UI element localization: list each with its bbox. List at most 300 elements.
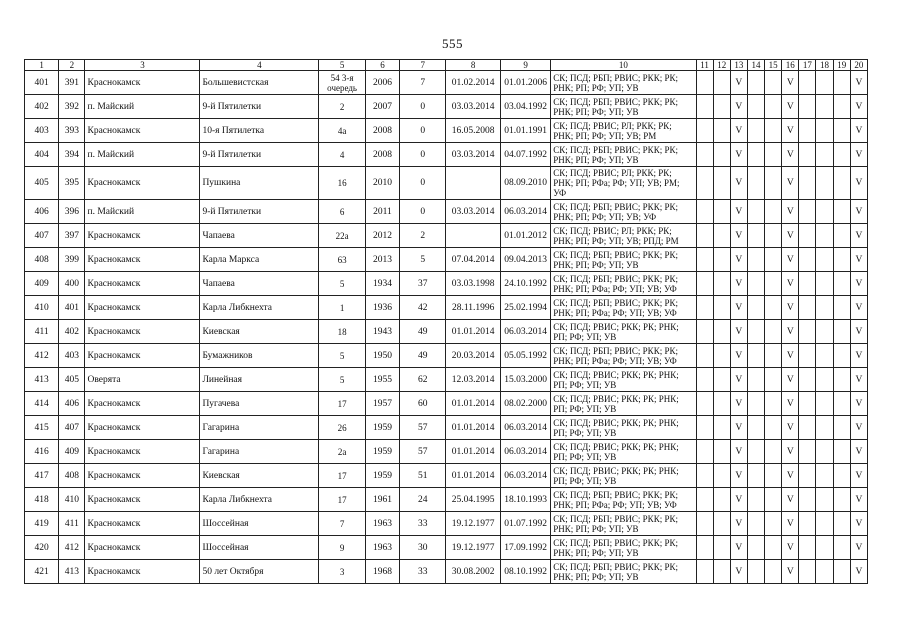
flag-cell-col-20: V [850,143,867,167]
wear-cell: 57 [400,416,446,440]
flag-cell-col-16: V [782,560,799,584]
flag-cell-col-16: V [782,416,799,440]
flag-cell-col-15 [765,95,782,119]
house-id-cell: 397 [59,224,85,248]
year-cell: 1943 [365,320,399,344]
works-list-cell: СК; ПСД; РБП; РВИС; РКК; РК; РНК; РП; РФ; УП; УВ [551,248,696,272]
house-id-cell: 409 [59,440,85,464]
flag-cell-col-17 [799,560,816,584]
flag-cell-col-11 [696,272,713,296]
flag-cell-col-19 [833,272,850,296]
flag-cell-col-16: V [782,95,799,119]
flag-cell-col-15 [765,512,782,536]
street-cell: 9-й Пятилетки [200,200,319,224]
house-id-cell: 405 [59,368,85,392]
flag-cell-col-16: V [782,167,799,200]
building-number-cell: 4а [319,119,365,143]
flag-cell-col-20: V [850,512,867,536]
building-number-cell: 26 [319,416,365,440]
year-cell: 1955 [365,368,399,392]
flag-cell-col-20: V [850,320,867,344]
works-list-cell: СК; ПСД; РВИС; РЛ; РКК; РК; РНК; РП; РФа; РФ; УП; УВ; РМ; УФ [551,167,696,200]
works-list-cell: СК; ПСД; РБП; РВИС; РКК; РК; РНК; РП; РФ; УП; УВ [551,143,696,167]
flag-cell-col-19 [833,512,850,536]
flag-cell-col-11 [696,464,713,488]
flag-cell-col-13: V [730,560,747,584]
flag-cell-col-18 [816,512,833,536]
flag-cell-col-20: V [850,167,867,200]
flag-cell-col-18 [816,344,833,368]
table-row [25,344,868,368]
flag-cell-col-19 [833,224,850,248]
table-body [25,71,868,584]
street-cell: Киевская [200,464,319,488]
flag-cell-col-11 [696,536,713,560]
building-number-cell: 17 [319,464,365,488]
flag-cell-col-19 [833,368,850,392]
flag-cell-col-15 [765,167,782,200]
street-cell: Шоссейная [200,536,319,560]
date-cell: 18.10.1993 [500,488,550,512]
date-cell: 03.03.1998 [446,272,500,296]
building-number-cell: 5 [319,368,365,392]
column-header-10: 10 [551,60,696,71]
house-id-cell: 402 [59,320,85,344]
street-cell: Линейная [200,368,319,392]
registry-table [24,59,868,584]
wear-cell: 33 [400,512,446,536]
settlement-cell: Краснокамск [85,464,200,488]
table-row [25,416,868,440]
date-cell: 01.07.1992 [500,512,550,536]
flag-cell-col-14 [747,119,764,143]
date-cell: 08.02.2000 [500,392,550,416]
table-row [25,272,868,296]
wear-cell: 0 [400,95,446,119]
date-cell: 01.01.2014 [446,392,500,416]
table-row [25,512,868,536]
row-number-cell: 404 [25,143,59,167]
wear-cell: 60 [400,392,446,416]
column-header-15: 15 [765,60,782,71]
flag-cell-col-18 [816,560,833,584]
street-cell: Карла Маркса [200,248,319,272]
date-cell: 03.03.2014 [446,95,500,119]
works-list-cell: СК; ПСД; РВИС; РКК; РК; РНК; РП; РФ; УП; УВ [551,320,696,344]
works-list-cell: СК; ПСД; РБП; РВИС; РКК; РК; РНК; РП; РФ; УП; УВ [551,560,696,584]
street-cell: Бумажников [200,344,319,368]
street-cell: 9-й Пятилетки [200,143,319,167]
wear-cell: 49 [400,320,446,344]
flag-cell-col-12 [713,392,730,416]
wear-cell: 57 [400,440,446,464]
flag-cell-col-12 [713,560,730,584]
building-number-cell: 17 [319,488,365,512]
row-number-cell: 416 [25,440,59,464]
wear-cell: 0 [400,119,446,143]
date-cell: 12.03.2014 [446,368,500,392]
date-cell: 01.01.2006 [500,71,550,95]
flag-cell-col-15 [765,464,782,488]
house-id-cell: 392 [59,95,85,119]
flag-cell-col-19 [833,248,850,272]
flag-cell-col-11 [696,248,713,272]
wear-cell: 42 [400,296,446,320]
flag-cell-col-18 [816,167,833,200]
street-cell: Чапаева [200,272,319,296]
building-number-cell: 7 [319,512,365,536]
flag-cell-col-17 [799,224,816,248]
flag-cell-col-19 [833,560,850,584]
street-cell: Большевистская [200,71,319,95]
date-cell [446,224,500,248]
table-row [25,320,868,344]
year-cell: 2012 [365,224,399,248]
flag-cell-col-20: V [850,488,867,512]
house-id-cell: 407 [59,416,85,440]
flag-cell-col-11 [696,200,713,224]
flag-cell-col-12 [713,296,730,320]
date-cell: 01.01.1991 [500,119,550,143]
date-cell: 01.01.2014 [446,320,500,344]
date-cell: 03.03.2014 [446,143,500,167]
flag-cell-col-15 [765,119,782,143]
flag-cell-col-17 [799,536,816,560]
flag-cell-col-13: V [730,296,747,320]
year-cell: 1959 [365,440,399,464]
wear-cell: 30 [400,536,446,560]
flag-cell-col-14 [747,560,764,584]
settlement-cell: Краснокамск [85,560,200,584]
flag-cell-col-17 [799,296,816,320]
house-id-cell: 393 [59,119,85,143]
flag-cell-col-20: V [850,392,867,416]
flag-cell-col-20: V [850,248,867,272]
flag-cell-col-19 [833,71,850,95]
year-cell: 1963 [365,512,399,536]
works-list-cell: СК; ПСД; РБП; РВИС; РКК; РК; РНК; РП; РФ; УП; УВ [551,71,696,95]
flag-cell-col-20: V [850,368,867,392]
flag-cell-col-17 [799,320,816,344]
flag-cell-col-13: V [730,440,747,464]
flag-cell-col-19 [833,464,850,488]
flag-cell-col-13: V [730,224,747,248]
flag-cell-col-12 [713,488,730,512]
flag-cell-col-17 [799,464,816,488]
building-number-cell: 2а [319,440,365,464]
flag-cell-col-14 [747,464,764,488]
date-cell: 05.05.1992 [500,344,550,368]
header-row [25,60,868,71]
building-number-cell: 17 [319,392,365,416]
flag-cell-col-14 [747,143,764,167]
year-cell: 2008 [365,119,399,143]
flag-cell-col-12 [713,416,730,440]
house-id-cell: 403 [59,344,85,368]
works-list-cell: СК; ПСД; РБП; РВИС; РКК; РК; РНК; РП; РФ; УП; УВ; УФ [551,200,696,224]
works-list-cell: СК; ПСД; РВИС; РКК; РК; РНК; РП; РФ; УП; УВ [551,440,696,464]
flag-cell-col-20: V [850,95,867,119]
date-cell: 25.02.1994 [500,296,550,320]
table-row [25,560,868,584]
flag-cell-col-15 [765,392,782,416]
flag-cell-col-19 [833,296,850,320]
wear-cell: 37 [400,272,446,296]
date-cell: 01.01.2014 [446,464,500,488]
flag-cell-col-18 [816,95,833,119]
flag-cell-col-15 [765,296,782,320]
flag-cell-col-16: V [782,71,799,95]
flag-cell-col-12 [713,320,730,344]
works-list-cell: СК; ПСД; РВИС; РКК; РК; РНК; РП; РФ; УП; УВ [551,464,696,488]
year-cell: 2007 [365,95,399,119]
flag-cell-col-13: V [730,320,747,344]
flag-cell-col-12 [713,143,730,167]
building-number-cell: 1 [319,296,365,320]
flag-cell-col-14 [747,392,764,416]
column-header-20: 20 [850,60,867,71]
flag-cell-col-12 [713,119,730,143]
column-header-17: 17 [799,60,816,71]
flag-cell-col-20: V [850,296,867,320]
house-id-cell: 394 [59,143,85,167]
flag-cell-col-13: V [730,167,747,200]
street-cell: Пугачева [200,392,319,416]
flag-cell-col-11 [696,320,713,344]
house-id-cell: 411 [59,512,85,536]
column-header-3: 3 [85,60,200,71]
house-id-cell: 413 [59,560,85,584]
row-number-cell: 412 [25,344,59,368]
date-cell [446,167,500,200]
flag-cell-col-14 [747,71,764,95]
flag-cell-col-17 [799,95,816,119]
year-cell: 1934 [365,272,399,296]
flag-cell-col-18 [816,71,833,95]
flag-cell-col-12 [713,71,730,95]
flag-cell-col-12 [713,512,730,536]
flag-cell-col-11 [696,167,713,200]
flag-cell-col-18 [816,200,833,224]
column-header-18: 18 [816,60,833,71]
wear-cell: 5 [400,248,446,272]
table-row [25,143,868,167]
flag-cell-col-14 [747,296,764,320]
settlement-cell: Краснокамск [85,488,200,512]
settlement-cell: Краснокамск [85,392,200,416]
row-number-cell: 411 [25,320,59,344]
flag-cell-col-12 [713,368,730,392]
table-row [25,248,868,272]
date-cell: 15.03.2000 [500,368,550,392]
settlement-cell: п. Майский [85,143,200,167]
settlement-cell: п. Майский [85,95,200,119]
flag-cell-col-13: V [730,536,747,560]
date-cell: 06.03.2014 [500,200,550,224]
row-number-cell: 419 [25,512,59,536]
flag-cell-col-15 [765,560,782,584]
flag-cell-col-15 [765,368,782,392]
flag-cell-col-11 [696,392,713,416]
wear-cell: 49 [400,344,446,368]
settlement-cell: Краснокамск [85,224,200,248]
row-number-cell: 415 [25,416,59,440]
wear-cell: 7 [400,71,446,95]
flag-cell-col-20: V [850,536,867,560]
flag-cell-col-16: V [782,344,799,368]
flag-cell-col-17 [799,392,816,416]
date-cell: 01.01.2014 [446,440,500,464]
settlement-cell: Краснокамск [85,272,200,296]
flag-cell-col-19 [833,167,850,200]
house-id-cell: 412 [59,536,85,560]
building-number-cell: 18 [319,320,365,344]
date-cell: 03.03.2014 [446,200,500,224]
flag-cell-col-13: V [730,464,747,488]
flag-cell-col-14 [747,320,764,344]
flag-cell-col-18 [816,119,833,143]
flag-cell-col-18 [816,392,833,416]
flag-cell-col-14 [747,440,764,464]
house-id-cell: 401 [59,296,85,320]
wear-cell: 0 [400,200,446,224]
street-cell: Гагарина [200,440,319,464]
flag-cell-col-17 [799,143,816,167]
flag-cell-col-17 [799,440,816,464]
flag-cell-col-15 [765,320,782,344]
street-cell: 9-й Пятилетки [200,95,319,119]
flag-cell-col-18 [816,272,833,296]
flag-cell-col-13: V [730,272,747,296]
works-list-cell: СК; ПСД; РВИС; РКК; РК; РНК; РП; РФ; УП; УВ [551,392,696,416]
column-header-19: 19 [833,60,850,71]
flag-cell-col-15 [765,440,782,464]
flag-cell-col-16: V [782,440,799,464]
flag-cell-col-18 [816,368,833,392]
date-cell: 06.03.2014 [500,416,550,440]
building-number-cell: 3 [319,560,365,584]
flag-cell-col-18 [816,224,833,248]
flag-cell-col-19 [833,143,850,167]
flag-cell-col-16: V [782,296,799,320]
building-number-cell: 5 [319,272,365,296]
column-header-9: 9 [500,60,550,71]
column-header-7: 7 [400,60,446,71]
flag-cell-col-13: V [730,344,747,368]
settlement-cell: Краснокамск [85,296,200,320]
flag-cell-col-20: V [850,344,867,368]
row-number-cell: 417 [25,464,59,488]
table-row [25,440,868,464]
flag-cell-col-19 [833,320,850,344]
settlement-cell: п. Майский [85,200,200,224]
column-header-5: 5 [319,60,365,71]
flag-cell-col-18 [816,488,833,512]
flag-cell-col-12 [713,95,730,119]
flag-cell-col-14 [747,248,764,272]
flag-cell-col-12 [713,440,730,464]
settlement-cell: Краснокамск [85,536,200,560]
date-cell: 08.09.2010 [500,167,550,200]
flag-cell-col-15 [765,344,782,368]
row-number-cell: 410 [25,296,59,320]
flag-cell-col-19 [833,536,850,560]
table-row [25,71,868,95]
flag-cell-col-15 [765,143,782,167]
building-number-cell: 9 [319,536,365,560]
flag-cell-col-13: V [730,512,747,536]
year-cell: 2006 [365,71,399,95]
flag-cell-col-13: V [730,392,747,416]
flag-cell-col-11 [696,71,713,95]
flag-cell-col-13: V [730,488,747,512]
building-number-cell: 63 [319,248,365,272]
flag-cell-col-18 [816,536,833,560]
flag-cell-col-15 [765,536,782,560]
house-id-cell: 391 [59,71,85,95]
flag-cell-col-16: V [782,272,799,296]
house-id-cell: 400 [59,272,85,296]
flag-cell-col-14 [747,368,764,392]
flag-cell-col-16: V [782,143,799,167]
flag-cell-col-17 [799,344,816,368]
flag-cell-col-18 [816,143,833,167]
row-number-cell: 409 [25,272,59,296]
row-number-cell: 408 [25,248,59,272]
flag-cell-col-19 [833,416,850,440]
building-number-cell: 2 [319,95,365,119]
street-cell: 50 лет Октября [200,560,319,584]
wear-cell: 2 [400,224,446,248]
year-cell: 1957 [365,392,399,416]
table-row [25,119,868,143]
flag-cell-col-17 [799,248,816,272]
year-cell: 2010 [365,167,399,200]
street-cell: Шоссейная [200,512,319,536]
date-cell: 07.04.2014 [446,248,500,272]
settlement-cell: Краснокамск [85,344,200,368]
table-row [25,488,868,512]
street-cell: Карла Либкнехта [200,296,319,320]
flag-cell-col-14 [747,167,764,200]
table-row [25,224,868,248]
flag-cell-col-13: V [730,368,747,392]
column-header-12: 12 [713,60,730,71]
year-cell: 1936 [365,296,399,320]
flag-cell-col-16: V [782,119,799,143]
flag-cell-col-15 [765,224,782,248]
date-cell: 09.04.2013 [500,248,550,272]
table-row [25,536,868,560]
flag-cell-col-20: V [850,200,867,224]
date-cell: 30.08.2002 [446,560,500,584]
flag-cell-col-18 [816,320,833,344]
table-row [25,464,868,488]
flag-cell-col-18 [816,248,833,272]
column-header-6: 6 [365,60,399,71]
row-number-cell: 413 [25,368,59,392]
flag-cell-col-16: V [782,224,799,248]
building-number-cell: 16 [319,167,365,200]
flag-cell-col-11 [696,344,713,368]
row-number-cell: 414 [25,392,59,416]
flag-cell-col-14 [747,272,764,296]
date-cell: 06.03.2014 [500,320,550,344]
row-number-cell: 421 [25,560,59,584]
flag-cell-col-11 [696,512,713,536]
flag-cell-col-17 [799,368,816,392]
flag-cell-col-14 [747,488,764,512]
